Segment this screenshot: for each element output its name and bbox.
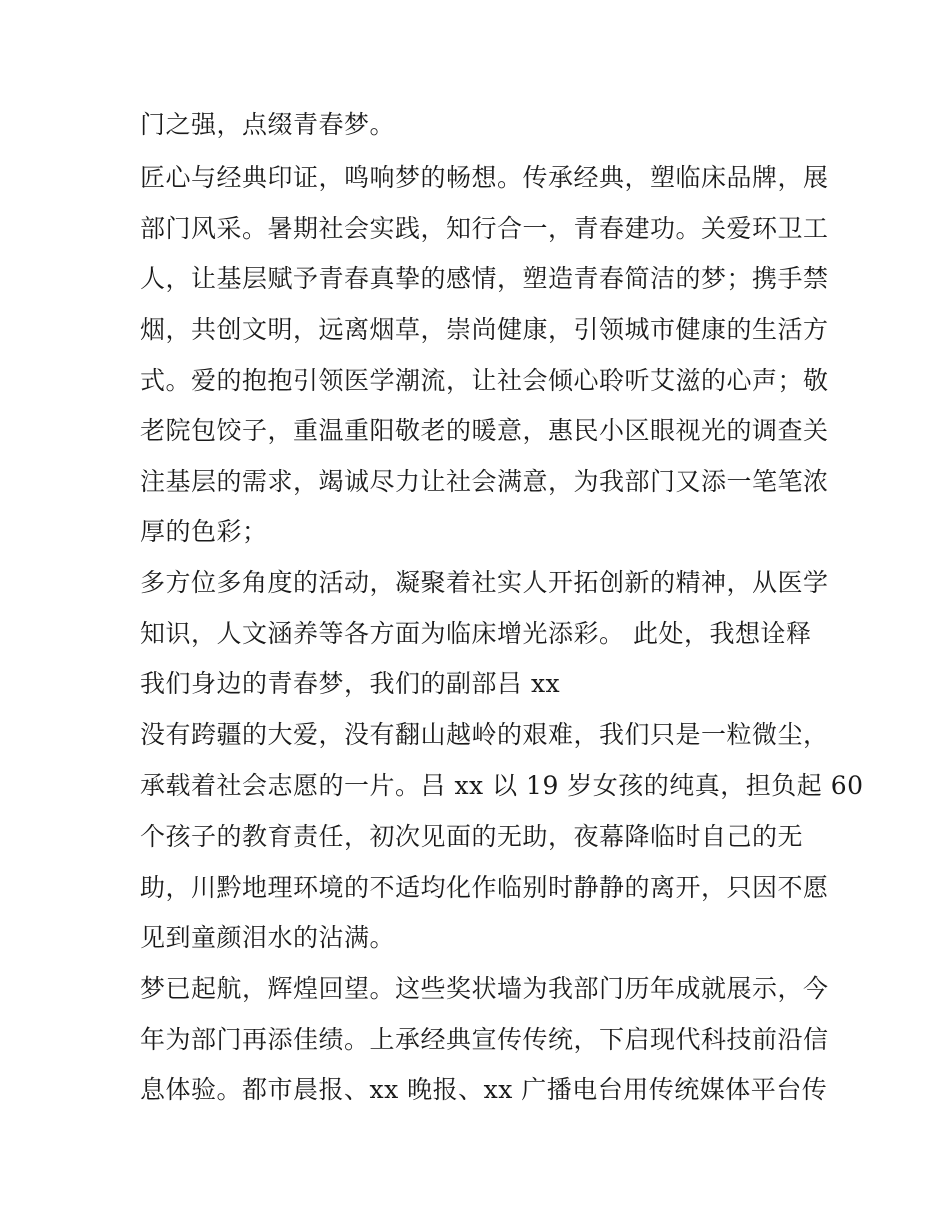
text-line: 门之强，点缀青春梦。 (140, 110, 396, 139)
text-line: 烟，共创文明，远离烟草，崇尚健康，引领城市健康的生活方 (140, 315, 829, 344)
text-line: 多方位多角度的活动，凝聚着社实人开拓创新的精神，从医学 (140, 568, 829, 597)
text-line: 梦已起航，辉煌回望。这些奖状墙为我部门历年成就展示，今 (140, 974, 829, 1003)
text-line: 老院包饺子，重温重阳敬老的暖意，惠民小区眼视光的调查关 (140, 416, 829, 445)
text-line: 厚的色彩； (140, 517, 268, 546)
text-line: 注基层的需求，竭诚尽力让社会满意，为我部门又添一笔笔浓 (140, 467, 829, 496)
text-line: 匠心与经典印证，鸣响梦的畅想。传承经典，塑临床品牌，展 (140, 163, 829, 192)
text-line: 没有跨疆的大爱，没有翻山越岭的艰难，我们只是一粒微尘， (140, 720, 829, 749)
text-line: 部门风采。暑期社会实践，知行合一，青春建功。关爱环卫工 (140, 214, 829, 243)
text-line: 人，让基层赋予青春真挚的感情，塑造青春简洁的梦；携手禁 (140, 264, 829, 293)
text-line: 知识，人文涵养等各方面为临床增光添彩。 此处，我想诠释 (140, 619, 812, 648)
text-line: 助，川黔地理环境的不适均化作临别时静静的离开，只因不愿 (140, 873, 829, 902)
text-line: 年为部门再添佳绩。上承经典宣传传统，下启现代科技前沿信 (140, 1025, 829, 1054)
text-line: 息体验。都市晨报、xx 晚报、xx 广播电台用传统媒体平台传 (140, 1075, 828, 1104)
text-line: 承载着社会志愿的一片。吕 xx 以 19 岁女孩的纯真，担负起 60 (140, 771, 864, 800)
text-line: 我们身边的青春梦，我们的副部吕 xx (140, 669, 561, 698)
text-line: 个孩子的教育责任，初次见面的无助，夜幕降临时自己的无 (140, 822, 804, 851)
text-line: 式。爱的抱抱引领医学潮流，让社会倾心聆听艾滋的心声；敬 (140, 366, 829, 395)
text-line: 见到童颜泪水的沾满。 (140, 923, 396, 952)
